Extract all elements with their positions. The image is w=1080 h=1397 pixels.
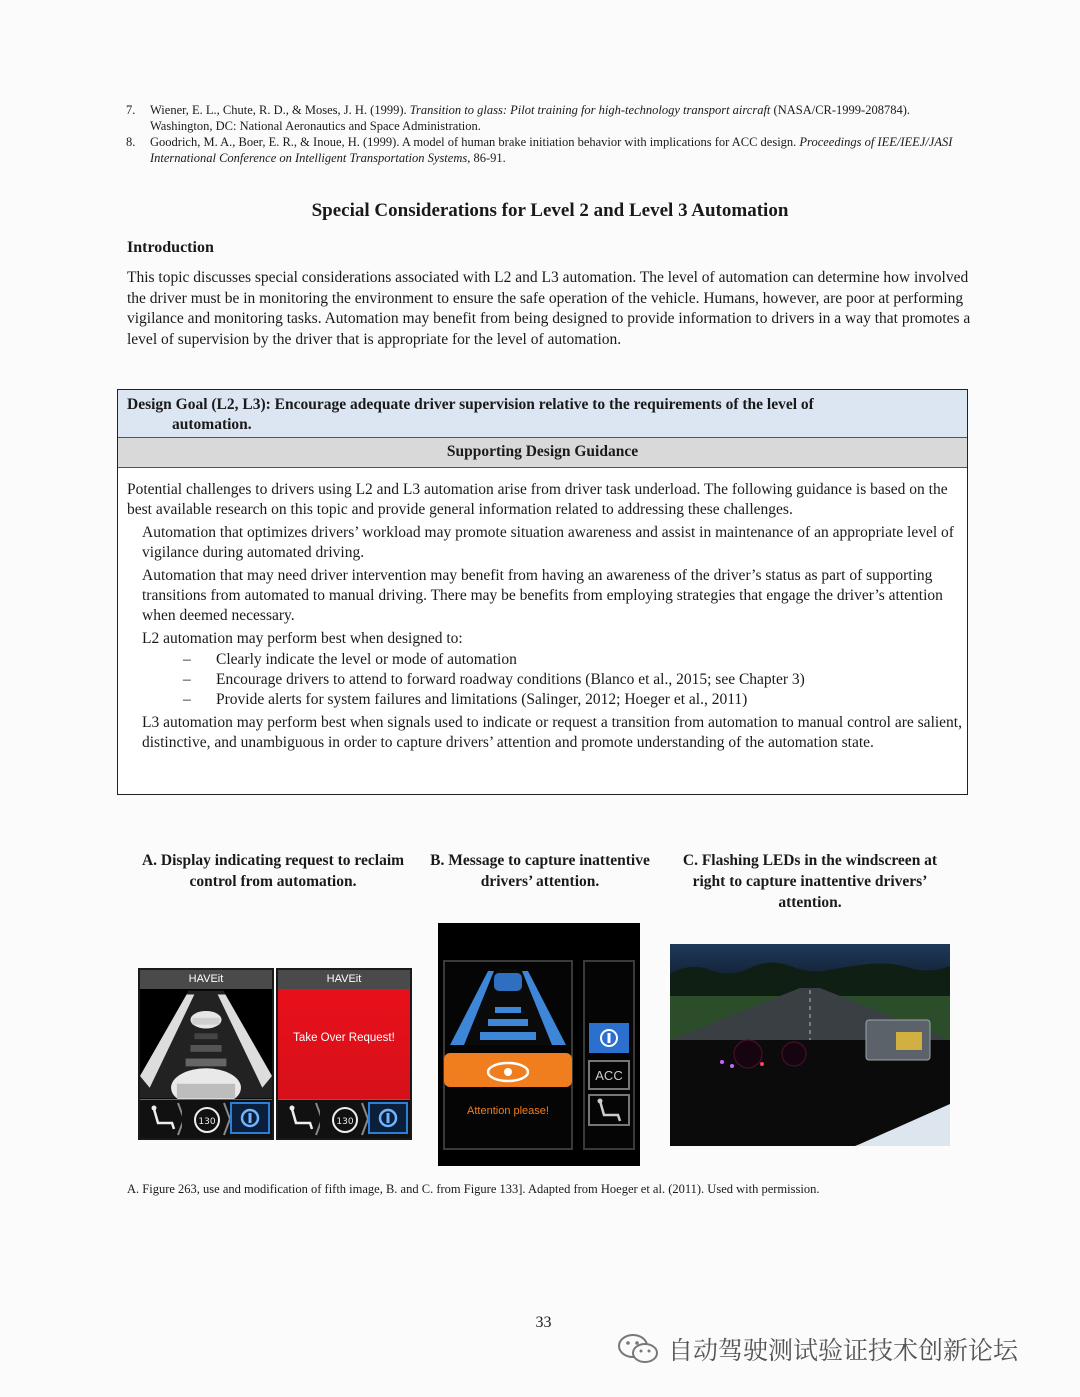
svg-text:130: 130 [198,1117,216,1127]
guidance-point-2: Automation that may need driver intervention may benefit from having an awareness of the driver’s status as part of supporting transitions from automated to manual driving. There may be benefits from employing strategies that engage the driver’s attention when deemed necessary. [142,567,943,624]
acc-label: ACC [595,1068,623,1083]
design-goal-line1: Design Goal (L2, L3): Encourage adequate driver supervision relative to the requirements of the level of [127,396,814,413]
guidance-point-1: Automation that optimizes drivers’ workload may promote situation awareness and assist in maintenance of an appropriate level of vigilance during automated driving. [142,524,954,561]
page-number: 33 [535,1314,552,1331]
figure-a-caption: A. Display indicating request to reclaim control from automation. [141,852,405,890]
road-view-icon [140,989,272,1100]
list-item: – Encourage drivers to attend to forward roadway conditions (Blanco et al., 2015; see Chapter 3) [183,671,805,688]
l2-bullet-list [127,650,962,710]
status-icon-bar [278,1099,410,1138]
figure-c-simulator-photo [670,944,950,1146]
references-list [126,102,966,166]
automation-active-icon [230,1102,270,1134]
panel-title: HAVEit [140,970,272,989]
design-goal-header [118,390,967,438]
status-icon-bar [140,1099,272,1138]
figure-a-panel-normal [138,968,274,1140]
list-item: – Provide alerts for system failures and limitations (Salinger, 2012; Hoeger et al., 2011) [183,691,748,708]
supporting-guidance-header: Supporting Design Guidance [118,438,967,468]
intro-heading: Introduction [127,239,214,256]
automation-active-icon [368,1102,408,1134]
driver-seat-icon [280,1101,320,1137]
figure-c-caption: C. Flashing LEDs in the windscreen at right to capture inattentive drivers’ attention. [682,852,938,911]
list-item: – Clearly indicate the level or mode of automation [183,651,517,668]
guidance-intro: Potential challenges to drivers using L2 and L3 automation arise from driver task underload. The following guidance is based on the best available research on this topic and provide general information related to addressing these challenges. [127,481,948,518]
watermark [616,1331,1018,1367]
figure-a-panel-takeover [276,968,412,1140]
panel-title: HAVEit [278,970,410,989]
watermark-text: 自动驾驶测试验证技术创新论坛 [668,1336,1019,1365]
windscreen-led-scene-icon [670,944,950,1146]
intro-paragraph: This topic discusses special considerations associated with L2 and L3 automation. The level of automation can determine how involved the driver must be in monitoring the environment to ensure the safe operation of the vehicle. Humans, however, are poor at performing vigilance and monitoring tasks. Automation may benefit from being designed to provide information to drivers in a way that promotes a level of supervision by the driver that is appropriate for the level of automation. [127,269,971,348]
takeover-request-message: Take Over Request! [293,1032,395,1044]
section-title: Special Considerations for Level 2 and Level 3 Automation [311,200,789,221]
attention-message: Attention please! [467,1105,549,1117]
attention-display-icon [438,923,640,1166]
reference-7: 7. Wiener, E. L., Chute, R. D., & Moses, J. H. (1999). Transition to glass: Pilot training for high-technology transport aircraft (NASA/CR-1999-208784). Washington, DC: National Aeronautics and Space Administration. [126,103,910,133]
figure-source-note: A. Figure 263, use and modification of fifth image, B. and C. from Figure 133]. Adapted from Hoeger et al. (2011). Used with permission. [127,1182,820,1196]
speedometer-icon [322,1101,368,1137]
takeover-alert-background [278,989,410,1100]
reference-8: 8. Goodrich, M. A., Boer, E. R., & Inoue, H. (1999). A model of human brake initiation behavior with implications for ACC design. Proceedings of IEE/IEEJ/JASI International Conference on Intelligent Transportation Systems, 86-91. [126,135,953,165]
design-goal-line2: automation. [172,416,252,433]
wechat-icon [616,1332,660,1366]
guidance-content [127,480,962,753]
guidance-point-4: L3 automation may perform best when signals used to indicate or request a transition from automation to manual control are salient, distinctive, and unambiguous in order to capture drivers’ attention and promote understanding of the automation state. [142,714,962,751]
speedometer-icon [184,1101,230,1137]
figure-b-caption: B. Message to capture inattentive drivers’ attention. [430,852,650,890]
driver-seat-icon [142,1101,182,1137]
reference-number: 7. [126,103,136,117]
design-goal-box [117,389,968,795]
figure-b-display [438,923,640,1166]
svg-text:130: 130 [336,1117,354,1127]
guidance-point-3: L2 automation may perform best when designed to: [142,630,463,647]
reference-number: 8. [126,135,136,149]
